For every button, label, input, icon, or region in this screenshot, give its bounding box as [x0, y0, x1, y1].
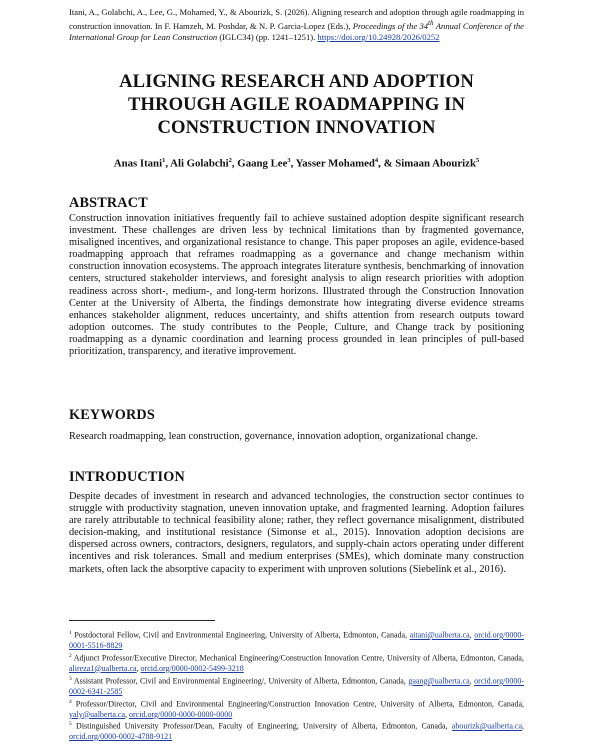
- author-name: Gaang Lee: [237, 157, 288, 170]
- keywords-heading: KEYWORDS: [69, 407, 155, 423]
- author-mark: 3: [287, 157, 291, 164]
- introduction-text: Despite decades of investment in research and advanced technologies, the construction sector continues to struggle with productivity stagnation, uneven innovation uptake, and fragmented learning. Adoption failures are rarely attributable to technical feasibility alone; rather, they reflect governance misalignment, distributed decision-making, and institutional resistance (Simonse et al., 2015). Innovation adoption decisions are dispersed across owners, contractors, designers, regulators, and supply-chain actors operating under different incentives and risk tolerances. Small and medium enterprises (SMEs), which dominate many construction markets, often lack the absorptive capacity to experiment with unproven solutions (Siebelink et al., 2016).: [69, 491, 524, 575]
- footnote: $^1$ Postdoctoral Fellow, Civil and Environmental Engineering, University of Alberta, Edmonton, Canada, aitani@ualberta.ca, orcid.org/0000-0001-5516-8829: [69, 630, 525, 650]
- author-separator: ,: [231, 157, 238, 170]
- citation-proceedings-rest: Annual Conference of the International Group for Lean Construction: [69, 21, 524, 43]
- title-line: THROUGH AGILE ROADMAPPING IN: [128, 94, 465, 115]
- footnote: $^2$ Adjunct Professor/Executive Director, Mechanical Engineering/Construction Innovation Centre, University of Alberta, Edmonton, Canada, alireza1@ualberta.ca, orcid.org/0000-0002-5499-3218: [69, 653, 524, 673]
- citation-proceedings: Proceedings of the 34: [352, 21, 429, 32]
- citation-pages: (IGLC34) (pp. 1241–1251).: [217, 32, 318, 43]
- footnote-text: Adjunct Professor/Executive Director, Mechanical Engineering/Construction Innovation Centre, University of Alberta, Edmonton, Canada,: [73, 653, 524, 663]
- footnote-number: 4: [69, 699, 72, 705]
- author-separator: , &: [378, 157, 396, 170]
- author-separator: ,: [290, 157, 296, 170]
- orcid-link[interactable]: orcid.org/0000-0002-4788-9121: [69, 731, 173, 741]
- author-list: [40, 157, 553, 170]
- author-name: Anas Itani: [113, 157, 163, 170]
- email-link[interactable]: abourizk@ualberta.ca: [451, 721, 523, 731]
- abstract-heading: ABSTRACT: [69, 195, 148, 211]
- keywords-text: Research roadmapping, lean construction, governance, innovation adoption, organizational change.: [69, 431, 478, 442]
- introduction-heading: INTRODUCTION: [69, 469, 185, 485]
- author-name: Simaan Abourizk: [395, 157, 476, 170]
- orcid-link[interactable]: orcid.org/0000-0000-0000-0000: [129, 709, 233, 719]
- author-separator: ,: [165, 157, 171, 170]
- footnote-number: 3: [69, 676, 72, 682]
- footnote: $^4$ Professor/Director, Civil and Environmental Engineering/Construction Innovation Centre, University of Alberta, Edmonton, Canada, yaly@ualberta.ca, orcid.org/0000-0000-0000-0000: [69, 699, 525, 719]
- footnote-text: Distinguished University Professor/Dean, Faculty of Engineering, University of Alberta, Edmonton, Canada,: [76, 721, 448, 731]
- title-line: ALIGNING RESEARCH AND ADOPTION: [119, 71, 474, 92]
- email-link[interactable]: yaly@ualberta.ca: [69, 709, 126, 719]
- email-link[interactable]: gaang@ualberta.ca: [408, 676, 470, 686]
- footnote-number: 1: [69, 630, 72, 636]
- footnote-number: 5: [69, 721, 72, 727]
- author-mark: 4: [374, 157, 379, 164]
- footnote-text: Assistant Professor, Civil and Environmental Engineering/, University of Alberta, Edmonton, Canada,: [73, 676, 406, 686]
- footnote: $^5$ Distinguished University Professor/Dean, Faculty of Engineering, University of Alberta, Edmonton, Canada, abourizk@ualberta.ca, orcid.org/0000-0002-4788-9121: [69, 721, 525, 741]
- orcid-link[interactable]: orcid.org/0000-0002-6341-2585: [69, 676, 525, 696]
- citation-proceedings-sup: th: [428, 19, 434, 28]
- author-mark: 5: [475, 157, 480, 164]
- footnote-divider: [69, 620, 215, 621]
- doi-link[interactable]: https://doi.org/10.24928/2026/0252: [317, 32, 440, 43]
- footnote-text: Postdoctoral Fellow, Civil and Environmental Engineering, University of Alberta, Edmonton, Canada,: [74, 630, 408, 640]
- title-line: CONSTRUCTION INNOVATION: [157, 117, 436, 138]
- orcid-link[interactable]: orcid.org/0000-0001-5516-8829: [69, 630, 525, 650]
- author-mark: 2: [228, 157, 232, 164]
- citation-header: [69, 7, 524, 43]
- author-name: Ali Golabchi: [170, 157, 229, 170]
- author-mark: 1: [162, 157, 166, 164]
- author-name: Yasser Mohamed: [295, 157, 375, 170]
- footnote-text: Professor/Director, Civil and Environmental Engineering/Construction Innovation Centre, University of Alberta, Edmonton, Canada,: [75, 699, 525, 709]
- citation-text: Itani, A., Golabchi, A., Lee, G., Mohamed, Y., & Abourizk, S. (2026). Aligning research and adoption through agile roadmapping in construction innovation. In F. Hamzeh, M. Poshdar, & N. P. Garcia-Lopez (Eds.),: [69, 7, 524, 32]
- orcid-link[interactable]: orcid.org/0000-0002-5499-3218: [140, 663, 244, 673]
- footnote-number: 2: [69, 653, 72, 659]
- email-link[interactable]: aitani@ualberta.ca: [409, 630, 470, 640]
- paper-title: [40, 70, 553, 139]
- footnote: $^3$ Assistant Professor, Civil and Environmental Engineering/, University of Alberta, Edmonton, Canada, gaang@ualberta.ca, orcid.org/0000-0002-6341-2585: [69, 676, 525, 696]
- abstract-text: Construction innovation initiatives frequently fail to achieve sustained adoption despite significant research investment. These challenges are driven less by technical limitations than by fragmented governance, misaligned incentives, and organizational resistance to change. This paper proposes an agile, evidence-based roadmapping approach that reframes roadmapping as a governance and change mechanism within construction innovation ecosystems. The approach integrates literature synthesis, benchmarking of innovation centers, structured stakeholder interviews, and foresight analysis to align research priorities with adoption readiness across short-, medium-, and long-term horizons. Illustrated through the Construction Innovation Center at the University of Alberta, the findings demonstrate how integrating diverse evidence streams enhances stakeholder alignment, reduces uncertainty, and shifts attention from research outputs toward adoption outcomes. The study contributes to the People, Culture, and Change track by positioning roadmapping as a dynamic coordination and learning process grounded in lean principles of pull-based prioritization, transparency, and iterative improvement.: [69, 213, 524, 358]
- email-link[interactable]: alireza1@ualberta.ca: [69, 663, 137, 673]
